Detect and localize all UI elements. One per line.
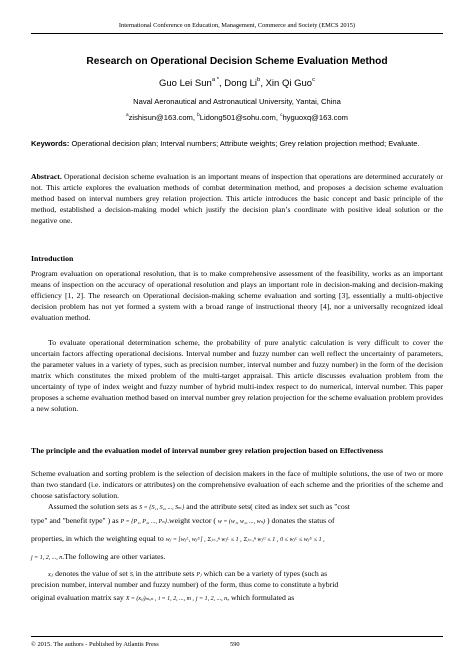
principle-line-weights xyxy=(31,533,443,546)
i-range-formula: i = 1, 2, ..., m , xyxy=(158,596,194,602)
author-mark: a * xyxy=(211,76,219,83)
xij-symbol: xᵢⱼ xyxy=(48,572,54,578)
paper-title: Research on Operational Decision Scheme Evaluation Method xyxy=(86,56,388,67)
text-run: properties, in which the weighting equal to xyxy=(31,534,164,543)
author-list: Guo Lei Sun$^{a *}$, Dong Li$^b$, Xin Qi Guo$^c$ xyxy=(158,76,315,89)
principle-paragraph-1: Scheme evaluation and sorting problem is the selection of decision makers in the face of multiple solutions, the use of two or more than two standard (i.e. indicators or attributes) on the comprehensive evaluation of each scheme and the priorities of the scheme and choose satisfactory solution. xyxy=(31,469,443,500)
text-run: ) donates the status of xyxy=(266,516,335,525)
principle-line-matrix xyxy=(31,592,443,605)
text-run: .The following are other variates. xyxy=(62,552,166,561)
author-name: Xin Qi Guo xyxy=(265,78,313,89)
page-number: 590 xyxy=(230,641,240,648)
copyright-notice: © 2015. The authors - Published by Atlantis Press xyxy=(31,641,159,648)
text-run: original evaluation matrix say xyxy=(31,593,124,602)
matrix-formula: X = (xᵢⱼ)ₘₓₙ , xyxy=(125,596,157,602)
email-mark: c xyxy=(280,112,283,118)
text-run: , which formulated as xyxy=(227,593,295,602)
weight-vector-formula: w = (w₁, w₂, ..., wₙ) xyxy=(217,519,266,525)
principle-line-index xyxy=(31,551,443,564)
text-run: denotes the value of set xyxy=(55,569,128,578)
author-mark: b xyxy=(257,76,261,83)
intro-heading: Introduction xyxy=(31,254,74,263)
intro-paragraph-1: Program evaluation on operational resolution, that is to make comprehensive assessment of the feasibility, works as an important means of inspection on the accuracy of operational resolution and plays an important role in decision-making and decision-making efficiency [1, 2]. The research on Operational decision-making scheme evaluation and sorting [3], essentially a multi-objective decision problem has not yet formed a system with a broad range of instructional theory [4], nor a universally recognized ideal evaluation method. xyxy=(31,269,443,322)
text-run: and the attribute sets( cited as index set such as "cost xyxy=(186,502,350,511)
abstract-text: Operational decision scheme evaluation is an important means of inspection that operations are determined accurately or not. This article explores the evaluation methods of combat determination method, and proposes a decision scheme evaluation method based on interval numbers grey relation projection. This article introduces the basic concept and basic principle of the method, established a decision-making model which justify the decision plan’s coordinate with positive ideal solution or the negative one. xyxy=(31,172,444,225)
email-address[interactable]: Lidong501@sohu.com, xyxy=(199,113,278,122)
abstract xyxy=(31,171,443,226)
index-range-formula: j = 1, 2, ..., n xyxy=(31,555,63,561)
email-mark: a xyxy=(125,112,129,118)
solution-set-formula: S = {S₁, S₂, ..., Sₘ} xyxy=(139,505,185,511)
attribute-set-formula: P = {P₁, P₂, ..., Pₙ} xyxy=(120,519,168,525)
email-address[interactable]: zishisun@163.com, xyxy=(128,113,195,122)
email-mark: b xyxy=(197,112,200,118)
header-rule xyxy=(31,33,443,34)
pj-symbol: Pⱼ xyxy=(196,572,202,578)
text-run: type" and "benefit type" ) as xyxy=(31,516,119,525)
weight-sum-lower-formula: Σⱼ₌₁ⁿ wⱼᴸ ≤ 1 , xyxy=(207,537,242,543)
principle-line-attribute-set xyxy=(31,515,443,528)
conference-header: International Conference on Education, Management, Commerce and Society (EMCS 2015) xyxy=(118,22,356,29)
email-list xyxy=(20,113,454,122)
weight-interval-formula: wⱼ = [wⱼᴸ, wⱼᵁ] , xyxy=(165,537,206,543)
text-run: which can be a variety of types (such as xyxy=(203,569,328,578)
j-range-formula: j = 1, 2, ..., n xyxy=(195,596,228,602)
weight-sum-upper-formula: Σⱼ₌₁ⁿ wⱼᵁ ≤ 1 , xyxy=(243,537,279,543)
footer-rule xyxy=(31,636,443,637)
abstract-label: Abstract. xyxy=(31,172,62,181)
email-address[interactable]: hyguoxq@163.com xyxy=(282,113,348,122)
principle-line-types: precision number, interval number and fuzzy number) of the form, thus come to constitute a hybrid xyxy=(31,580,339,589)
text-run: Assumed the solution sets as xyxy=(48,502,138,511)
si-symbol: Sᵢ xyxy=(129,572,134,578)
principle-heading: The principle and the evaluation model of interval number grey relation projection based on Effectiveness xyxy=(31,446,384,455)
weight-bounds-formula: 0 ≤ wⱼᴸ ≤ wⱼᵁ ≤ 1 , xyxy=(280,537,325,543)
affiliation: Naval Aeronautical and Astronautical University, Yantai, China xyxy=(133,97,341,106)
author-name: Dong Li xyxy=(224,78,258,89)
keywords-text: Operational decision plan; Interval numbers; Attribute weights; Grey relation projection method; Evaluate. xyxy=(71,139,420,148)
intro-paragraph-2: To evaluate operational determination scheme, the probability of pure analytic calculation is very difficult to cover the uncertain factors affecting operational decisions. Interval number and fuzzy number can well reflect the uncertainty of parameters, the parameter values in a variety of types, such as precision number, interval number and fuzzy number) in the form of the decision matrix which constitutes the mixed problem of the multi-target appraisal. This article discusses evaluation problem from the uncertainty of type of index weight and fuzzy number of hybrid multi-index respect to do numerical, interval number. This paper proposes a scheme evaluation method based on interval number grey relation projection for the scheme evaluation problem provides a new solution. xyxy=(31,338,443,413)
text-run: .weight vector ( xyxy=(167,516,216,525)
keywords xyxy=(31,138,443,149)
text-run: in the attribute sets xyxy=(135,569,195,578)
principle-line-solution-set xyxy=(31,501,443,514)
keywords-label: Keywords: xyxy=(31,139,70,148)
author-mark: c xyxy=(312,76,315,83)
author-name: Guo Lei Sun xyxy=(158,78,212,89)
page-footer xyxy=(31,641,443,648)
